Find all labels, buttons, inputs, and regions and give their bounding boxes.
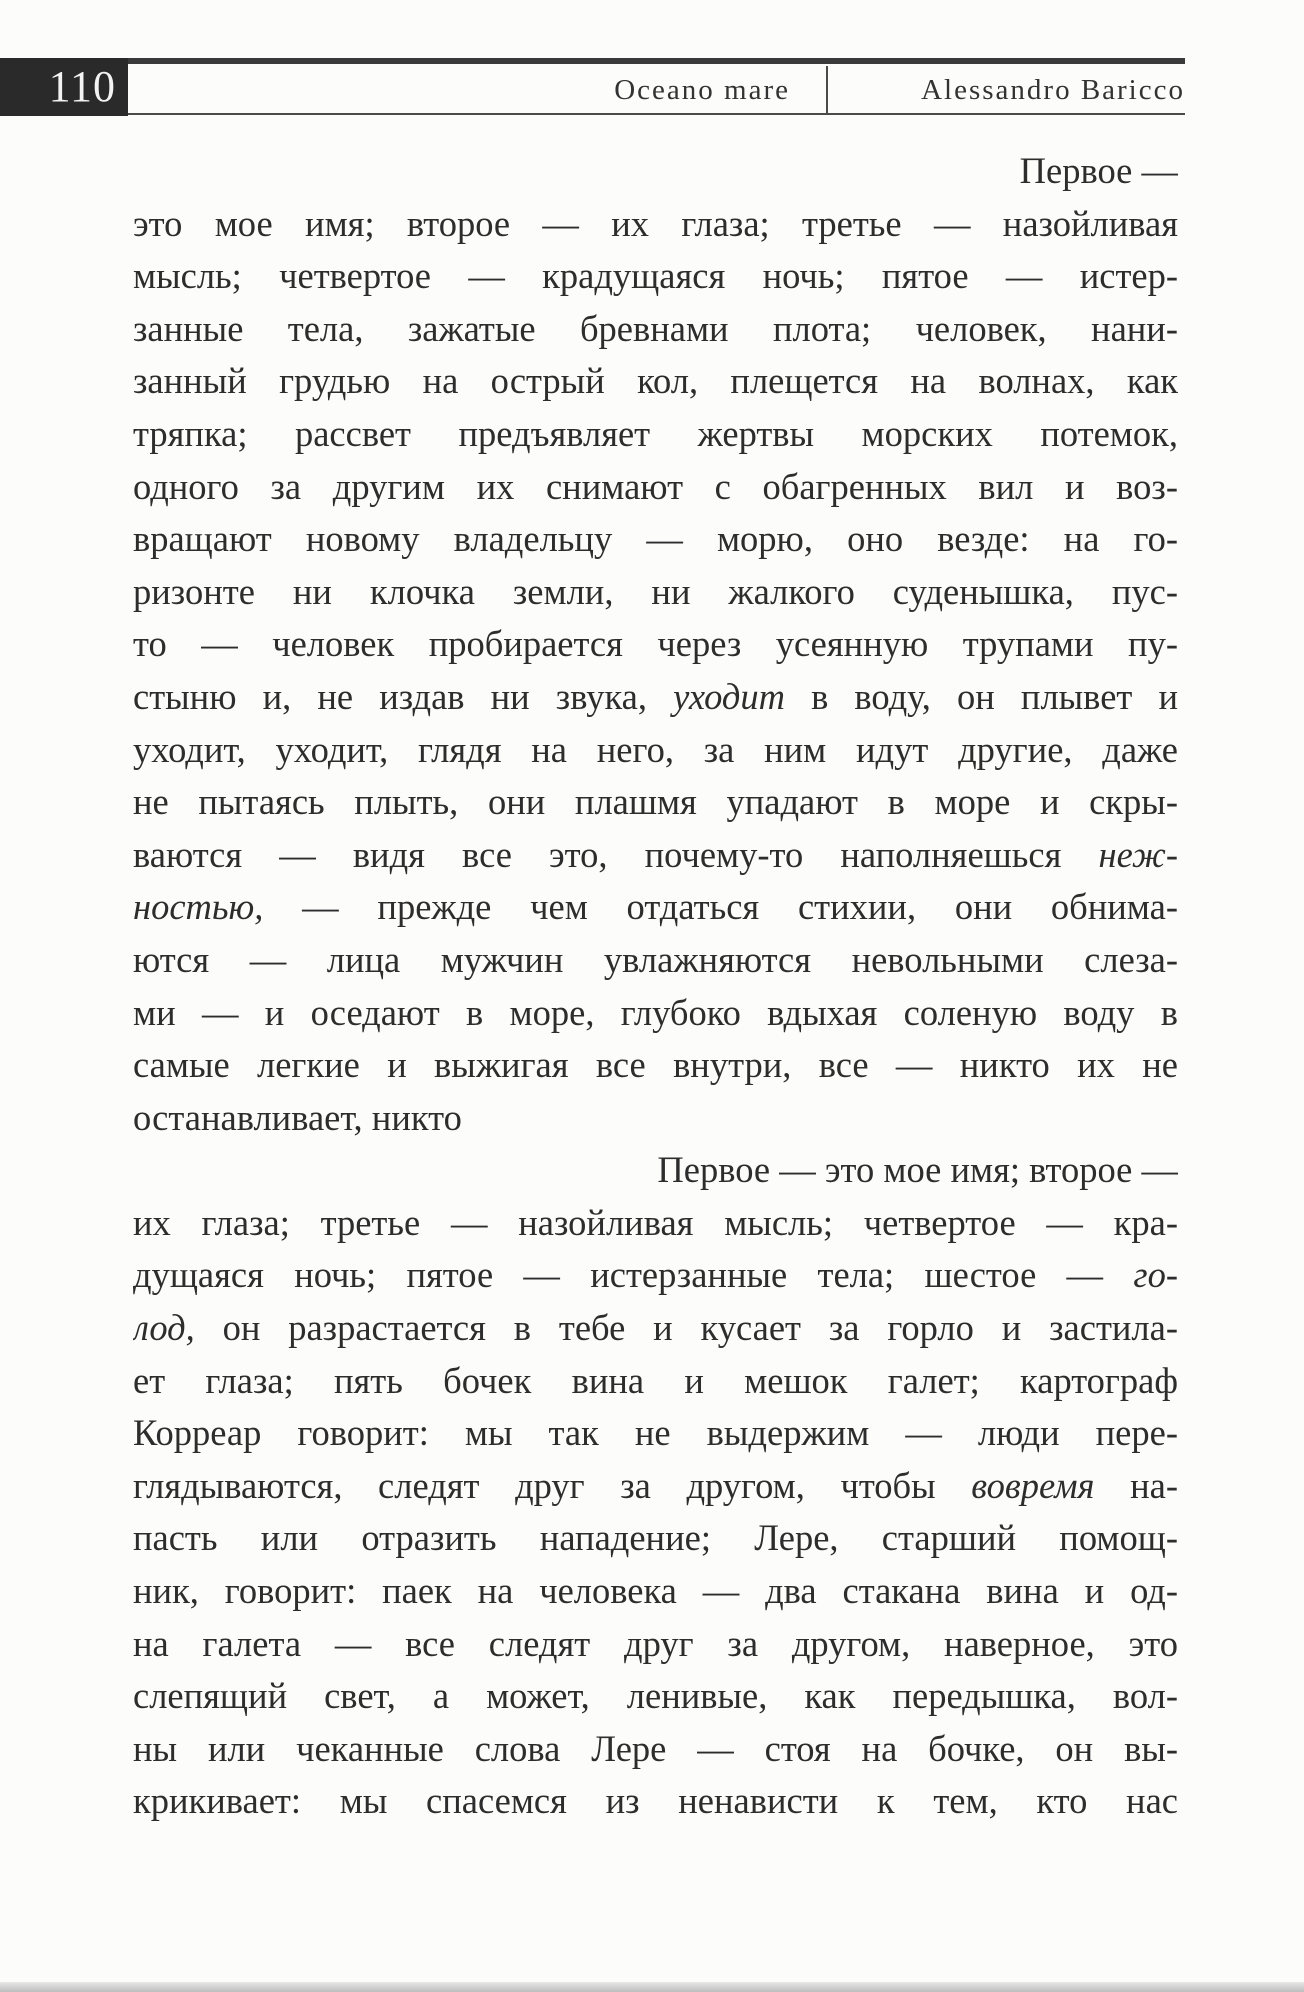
text-line: крикивает: мы спасемся из ненависти к тем, кто нас — [133, 1780, 1178, 1822]
text-line: Корреар говорит: мы так не выдержим — люди пере- — [133, 1412, 1178, 1454]
text-line — [133, 1302, 1178, 1355]
text-line: то — человек пробирается через усеянную трупами пу- — [133, 623, 1178, 665]
italic-word: го- — [1133, 1254, 1178, 1296]
text-line: одного за другим их снимают с обагренных вил и воз- — [133, 465, 1178, 507]
text-line: занный грудью на острый кол, плещется на волнах, как — [133, 360, 1178, 402]
text-line — [133, 881, 1178, 934]
text-line: не пытаясь плыть, они плашмя упадают в море и скры- — [133, 781, 1178, 823]
text-run: в воду, он плывет и — [811, 675, 1178, 717]
text-line: ет глаза; пять бочек вина и мешок галет; картограф — [133, 1359, 1178, 1401]
author-name: Alessandro Baricco — [921, 74, 1185, 106]
page-bottom-edge — [0, 1982, 1304, 1992]
text-line: пасть или отразить нападение; Лере, старший помощ- — [133, 1517, 1178, 1559]
page-number: 110 — [0, 58, 128, 116]
text-line: слепящий свет, а может, ленивые, как передышка, вол- — [133, 1675, 1178, 1717]
text-line: вращают новому владельцу — морю, оно везде: на го- — [133, 518, 1178, 560]
text-line: тряпка; рассвет предъявляет жертвы морских потемок, — [133, 412, 1178, 454]
book-title: Oceano mare — [614, 74, 790, 106]
italic-word: вовремя — [971, 1464, 1095, 1506]
italic-word: уходит — [673, 675, 785, 717]
text-line — [133, 1460, 1178, 1513]
italic-word: ностью, — [133, 886, 264, 928]
page-body-text — [133, 145, 1178, 1828]
text-run: ваются — видя все это, почему-то наполняешься — [133, 833, 1062, 875]
italic-word: неж- — [1098, 833, 1178, 875]
text-line: ник, говорит: паек на человека — два стакана вина и од- — [133, 1570, 1178, 1612]
text-line: ны или чеканные слова Лере — стоя на бочке, он вы- — [133, 1727, 1178, 1769]
text-line — [133, 829, 1178, 882]
text-line: уходит, уходит, глядя на него, за ним идут другие, даже — [133, 728, 1178, 770]
text-line: останавливает, никто — [133, 1096, 462, 1138]
text-line: это мое имя; второе — их глаза; третье — назойливая — [133, 202, 1178, 244]
text-run: на- — [1130, 1464, 1178, 1506]
text-line — [133, 1249, 1178, 1302]
text-line: самые легкие и выжигая все внутри, все — никто их не — [133, 1044, 1178, 1086]
header-bottom-rule — [128, 113, 1185, 115]
text-run: стыню и, не издав ни звука, — [133, 675, 647, 717]
running-header — [0, 58, 1185, 120]
text-line: мысль; четвертое — крадущаяся ночь; пятое — истер- — [133, 255, 1178, 297]
text-run: глядываются, следят друг за другом, чтобы — [133, 1464, 936, 1506]
text-run: он разрастается в тебе и кусает за горло и застила- — [222, 1307, 1178, 1349]
header-top-rule — [128, 58, 1185, 64]
text-line: Первое — это мое имя; второе — — [657, 1149, 1178, 1191]
italic-word: лод, — [133, 1307, 195, 1349]
text-line: ризонте ни клочка земли, ни жалкого суденышка, пус- — [133, 570, 1178, 612]
text-line: Первое — — [1019, 150, 1178, 191]
text-run: дущаяся ночь; пятое — истерзанные тела; шестое — — [133, 1254, 1104, 1296]
text-line: их глаза; третье — назойливая мысль; четвертое — кра- — [133, 1201, 1178, 1243]
text-line: на галета — все следят друг за другом, наверное, это — [133, 1622, 1178, 1664]
text-line: ются — лица мужчин увлажняются невольными слеза- — [133, 938, 1178, 980]
header-separator — [826, 66, 828, 114]
text-line: занные тела, зажатые бревнами плота; человек, нани- — [133, 307, 1178, 349]
text-line: ми — и оседают в море, глубоко вдыхая соленую воду в — [133, 991, 1178, 1033]
text-line — [133, 671, 1178, 724]
text-run: — прежде чем отдаться стихии, они обнима- — [302, 886, 1178, 928]
